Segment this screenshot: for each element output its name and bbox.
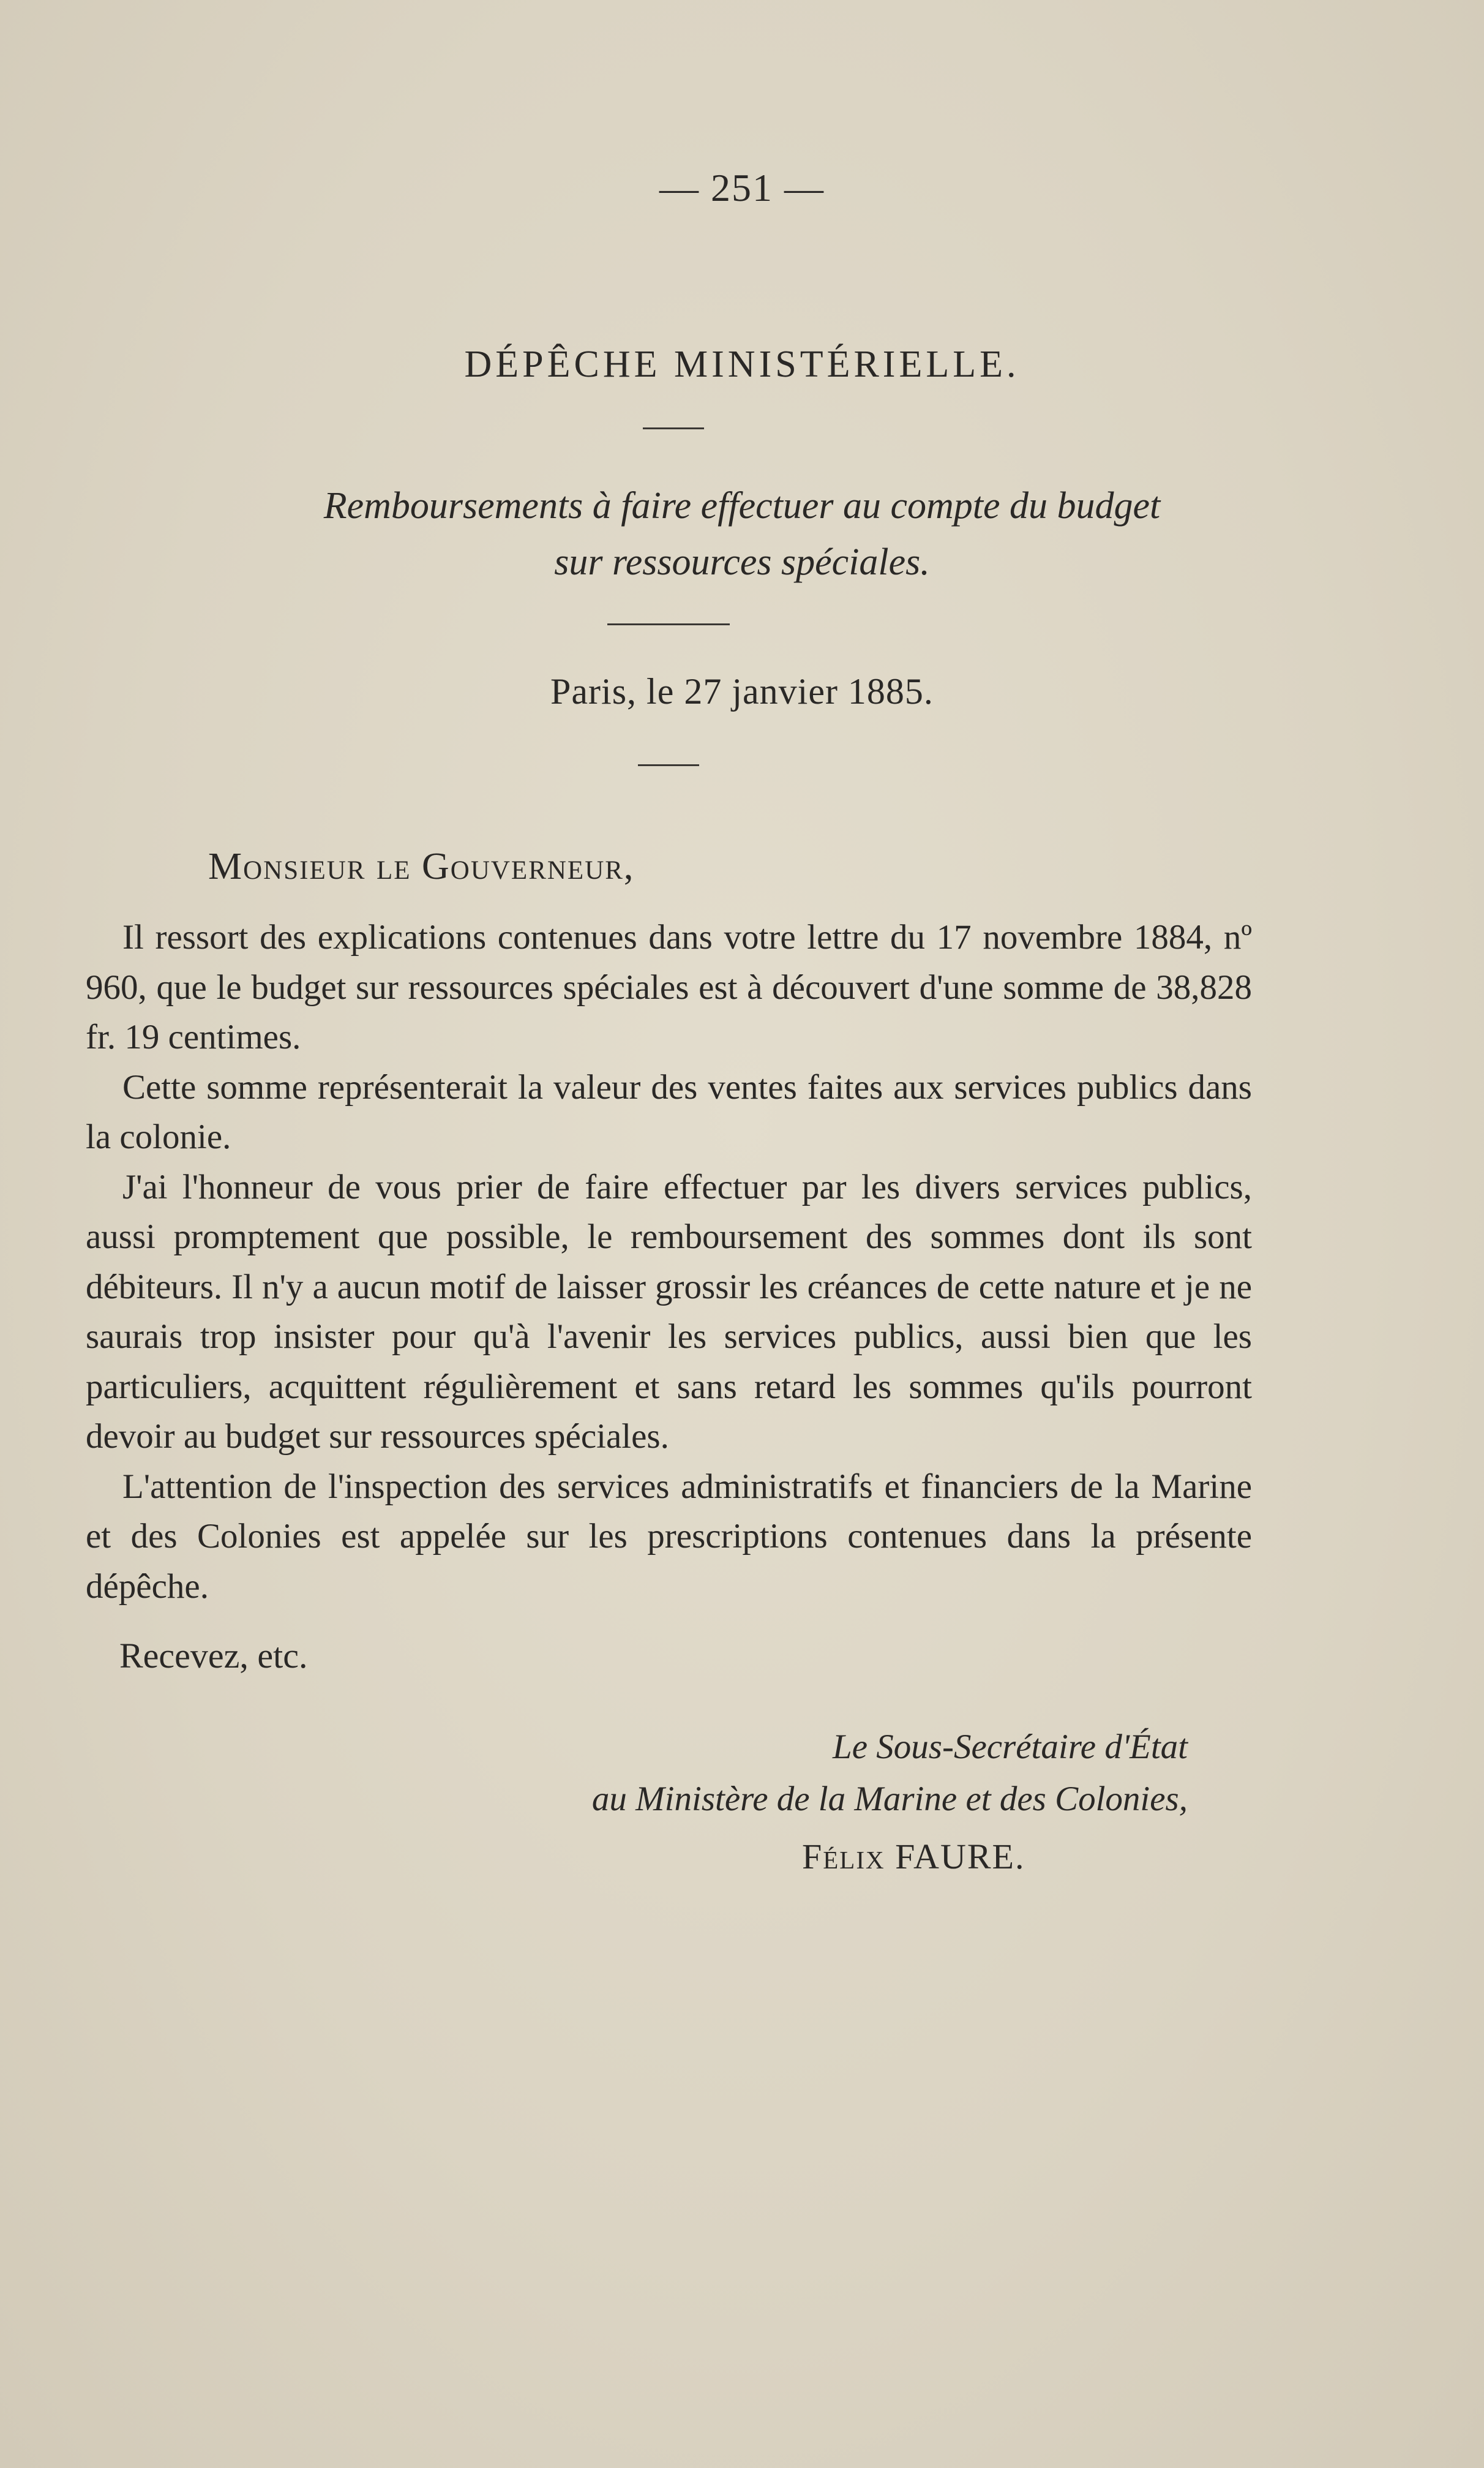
subject-line-2: sur ressources spéciales. bbox=[554, 541, 930, 583]
signer-last-name: FAURE. bbox=[895, 1837, 1025, 1876]
subject-heading bbox=[0, 478, 1484, 590]
signature-title-line-1: Le Sous-Secrétaire d'État bbox=[833, 1728, 1188, 1766]
dateline: Paris, le 27 janvier 1885. bbox=[550, 671, 934, 712]
document-title: DÉPÊCHE MINISTÉRIELLE. bbox=[464, 344, 1020, 385]
signature-title-line-2: au Ministère de la Marine et des Colonies, bbox=[591, 1780, 1188, 1818]
dateline-rule bbox=[638, 764, 699, 766]
paragraph-4: L'attention de l'inspection des services administratifs et financiers de la Marine et des Colonies est appelée sur les prescriptions contenues dans la présente dépêche. bbox=[86, 1467, 1252, 1606]
title-rule bbox=[643, 427, 704, 429]
paragraph-3: J'ai l'honneur de vous prier de faire effectuer par les divers services publics, aussi promptement que possible, le remboursement des sommes dont ils sont débiteurs. Il n'y a aucun motif de laisser grossir les créances de cette nature et je ne saurais trop insister pour qu'à l'avenir les services publics, aussi bien que les particuliers, acquittent régulièrement et sans retard les sommes qu'ils pourront devoir au budget sur ressources spéciales. bbox=[86, 1167, 1252, 1456]
subject-rule bbox=[607, 623, 730, 625]
closing-formula: Recevez, etc. bbox=[119, 1636, 308, 1676]
subject-line-1: Remboursements à faire effectuer au compte du budget bbox=[323, 485, 1161, 527]
letter-body bbox=[86, 912, 1252, 1611]
paragraph-1: Il ressort des explications contenues dans votre lettre du 17 novembre 1884, nº 960, que le budget sur ressources spéciales est à découvert d'une somme de 38,828 fr. 19 centimes. bbox=[86, 918, 1252, 1056]
signer-name bbox=[802, 1836, 1025, 1877]
salutation: Monsieur le Gouverneur, bbox=[208, 846, 635, 887]
page-number: — 251 — bbox=[659, 166, 825, 209]
paragraph-2: Cette somme représenterait la valeur des ventes faites aux services publics dans la colonie. bbox=[86, 1067, 1252, 1156]
signer-first-name: Félix bbox=[802, 1837, 885, 1876]
